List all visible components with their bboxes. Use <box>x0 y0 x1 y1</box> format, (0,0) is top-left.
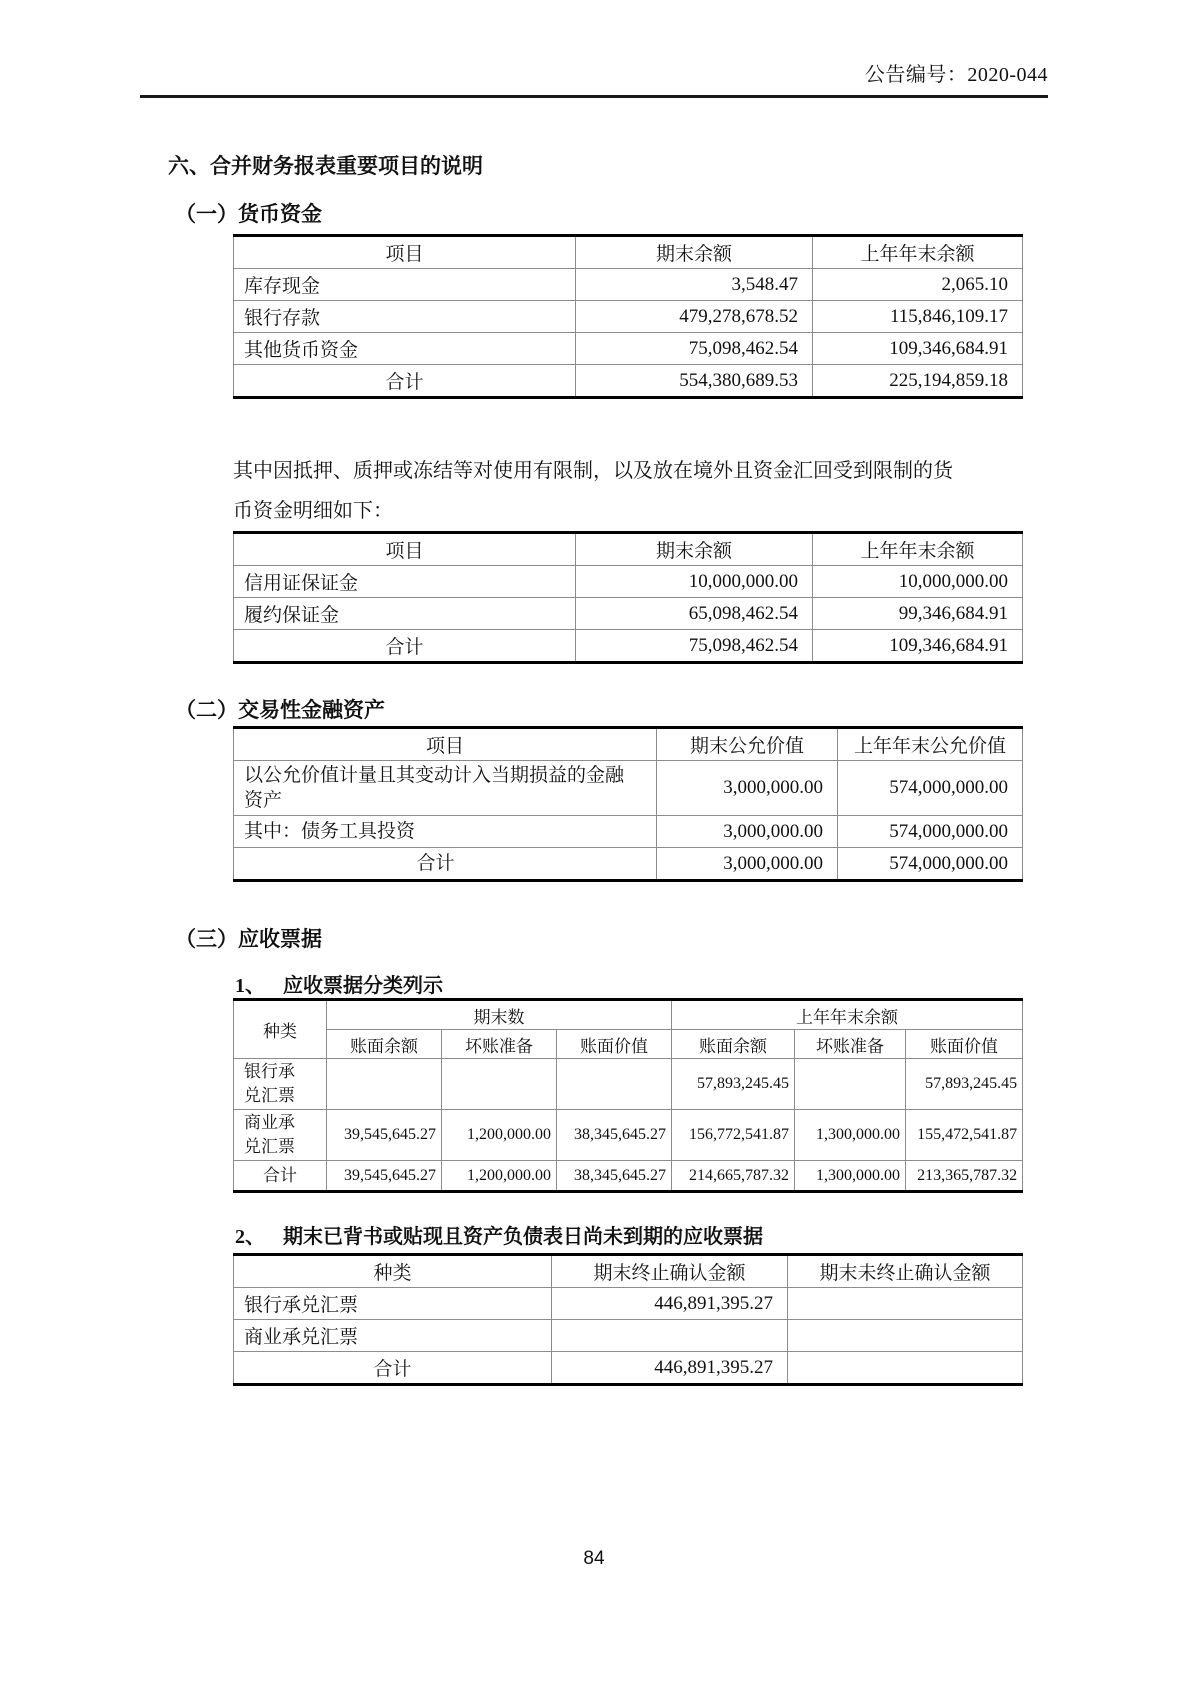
table-row <box>234 816 1023 848</box>
page-title: 六、合并财务报表重要项目的说明 <box>168 154 483 178</box>
restricted-funds-table <box>233 531 1023 664</box>
cell-value <box>788 1352 1023 1385</box>
table-row <box>234 1059 1023 1110</box>
column-header: 期末余额 <box>576 236 813 269</box>
table-row <box>234 761 1023 816</box>
cell-value: 574,000,000.00 <box>838 816 1023 848</box>
cell-value: 2,065.10 <box>813 269 1023 301</box>
column-header: 上年年末余额 <box>813 533 1023 566</box>
row-label: 履约保证金 <box>234 598 576 630</box>
row-label: 合计 <box>234 1161 327 1192</box>
table-subheader-row <box>234 1030 1023 1059</box>
page-number: 84 <box>583 1548 605 1569</box>
note-line: 币资金明细如下： <box>233 500 393 522</box>
row-label: 银行承兑汇票 <box>234 1059 327 1110</box>
column-header: 项目 <box>234 236 576 269</box>
cell-value: 574,000,000.00 <box>838 848 1023 881</box>
column-header: 账面余额 <box>327 1030 442 1059</box>
cell-value: 479,278,678.52 <box>576 301 813 333</box>
cell-value: 109,346,684.91 <box>813 333 1023 365</box>
table-row <box>234 301 1023 333</box>
column-header: 种类 <box>234 1000 327 1059</box>
subsection-heading-endorsed-notes <box>235 1220 1048 1249</box>
column-header: 期末未终止确认金额 <box>788 1255 1023 1288</box>
cell-value: 75,098,462.54 <box>576 630 813 663</box>
table-row <box>234 598 1023 630</box>
column-header: 项目 <box>234 533 576 566</box>
row-label: 信用证保证金 <box>234 566 576 598</box>
section-heading-monetary-funds: （一）货币资金 <box>175 202 322 226</box>
table-total-row <box>234 1161 1023 1192</box>
cell-value: 574,000,000.00 <box>838 761 1023 816</box>
cell-value: 10,000,000.00 <box>813 566 1023 598</box>
column-header: 期末公允价值 <box>657 728 838 761</box>
table-header-row <box>234 236 1023 269</box>
table-row <box>234 566 1023 598</box>
cell-value: 1,200,000.00 <box>442 1110 557 1161</box>
cell-value: 39,545,645.27 <box>327 1161 442 1192</box>
subsection-title: 期末已背书或贴现且资产负债表日尚未到期的应收票据 <box>283 1226 763 1248</box>
cell-value: 554,380,689.53 <box>576 365 813 398</box>
table-row <box>234 1320 1023 1352</box>
section-heading-notes-receivable: （三）应收票据 <box>175 927 322 951</box>
cell-value <box>788 1320 1023 1352</box>
cell-value: 99,346,684.91 <box>813 598 1023 630</box>
row-label: 合计 <box>234 365 576 398</box>
cell-value: 38,345,645.27 <box>557 1110 672 1161</box>
row-label: 库存现金 <box>234 269 576 301</box>
table-total-row <box>234 1352 1023 1385</box>
column-header: 账面余额 <box>672 1030 795 1059</box>
cell-value: 1,300,000.00 <box>795 1161 906 1192</box>
cell-value: 3,000,000.00 <box>657 848 838 881</box>
row-label: 合计 <box>234 1352 552 1385</box>
cell-value: 39,545,645.27 <box>327 1110 442 1161</box>
column-header: 坏账准备 <box>795 1030 906 1059</box>
cell-value: 156,772,541.87 <box>672 1110 795 1161</box>
subsection-title: 应收票据分类列示 <box>283 975 443 997</box>
section-heading-trading-financial-assets: （二）交易性金融资产 <box>175 698 385 722</box>
cell-value: 155,472,541.87 <box>906 1110 1023 1161</box>
cell-value: 446,891,395.27 <box>552 1352 788 1385</box>
table-total-row <box>234 630 1023 663</box>
column-header: 项目 <box>234 728 657 761</box>
trading-financial-assets-table <box>233 726 1023 882</box>
cell-value: 75,098,462.54 <box>576 333 813 365</box>
cell-value: 225,194,859.18 <box>813 365 1023 398</box>
cell-value: 38,345,645.27 <box>557 1161 672 1192</box>
table-group-header-row <box>234 1000 1023 1030</box>
table-header-row <box>234 728 1023 761</box>
column-header: 账面价值 <box>906 1030 1023 1059</box>
endorsed-notes-table <box>233 1253 1023 1386</box>
table-row <box>234 269 1023 301</box>
cell-value: 446,891,395.27 <box>552 1288 788 1320</box>
column-header: 上年年末余额 <box>813 236 1023 269</box>
column-group-header: 上年年末余额 <box>672 1000 1023 1030</box>
row-label: 以公允价值计量且其变动计入当期损益的金融资产 <box>234 761 657 816</box>
row-label: 银行存款 <box>234 301 576 333</box>
cell-value: 3,000,000.00 <box>657 761 838 816</box>
row-label: 其他货币资金 <box>234 333 576 365</box>
monetary-funds-table <box>233 234 1023 399</box>
restricted-funds-note <box>233 451 1048 531</box>
cell-value: 57,893,245.45 <box>906 1059 1023 1110</box>
cell-value: 10,000,000.00 <box>576 566 813 598</box>
table-row <box>234 1110 1023 1161</box>
row-label: 其中：债务工具投资 <box>234 816 657 848</box>
cell-value: 3,548.47 <box>576 269 813 301</box>
cell-value <box>327 1059 442 1110</box>
note-line: 其中因抵押、质押或冻结等对使用有限制，以及放在境外且资金汇回受到限制的货 <box>233 460 953 482</box>
column-header: 种类 <box>234 1255 552 1288</box>
cell-value: 213,365,787.32 <box>906 1161 1023 1192</box>
table-header-row <box>234 1255 1023 1288</box>
row-label: 商业承兑汇票 <box>234 1110 327 1161</box>
table-row <box>234 333 1023 365</box>
table-header-row <box>234 533 1023 566</box>
table-row <box>234 1288 1023 1320</box>
cell-value: 214,665,787.32 <box>672 1161 795 1192</box>
cell-value: 109,346,684.91 <box>813 630 1023 663</box>
row-label: 银行承兑汇票 <box>234 1288 552 1320</box>
column-header: 期末终止确认金额 <box>552 1255 788 1288</box>
row-label: 合计 <box>234 848 657 881</box>
column-header: 坏账准备 <box>442 1030 557 1059</box>
subsection-number: 2、 <box>235 1226 265 1248</box>
table-total-row <box>234 365 1023 398</box>
cell-value <box>788 1288 1023 1320</box>
table-total-row <box>234 848 1023 881</box>
cell-value <box>795 1059 906 1110</box>
subsection-number: 1、 <box>235 975 265 997</box>
cell-value <box>442 1059 557 1110</box>
column-header: 账面价值 <box>557 1030 672 1059</box>
cell-value: 1,300,000.00 <box>795 1110 906 1161</box>
announcement-number: 公告编号：2020-044 <box>864 64 1048 86</box>
cell-value: 65,098,462.54 <box>576 598 813 630</box>
cell-value <box>552 1320 788 1352</box>
row-label: 合计 <box>234 630 576 663</box>
cell-value: 57,893,245.45 <box>672 1059 795 1110</box>
row-label: 商业承兑汇票 <box>234 1320 552 1352</box>
column-group-header: 期末数 <box>327 1000 672 1030</box>
cell-value <box>557 1059 672 1110</box>
cell-value: 1,200,000.00 <box>442 1161 557 1192</box>
header-rule <box>140 95 1048 98</box>
cell-value: 115,846,109.17 <box>813 301 1023 333</box>
column-header: 期末余额 <box>576 533 813 566</box>
column-header: 上年年末公允价值 <box>838 728 1023 761</box>
cell-value: 3,000,000.00 <box>657 816 838 848</box>
subsection-heading-classification <box>235 969 1048 998</box>
notes-receivable-classification-table <box>233 998 1023 1193</box>
